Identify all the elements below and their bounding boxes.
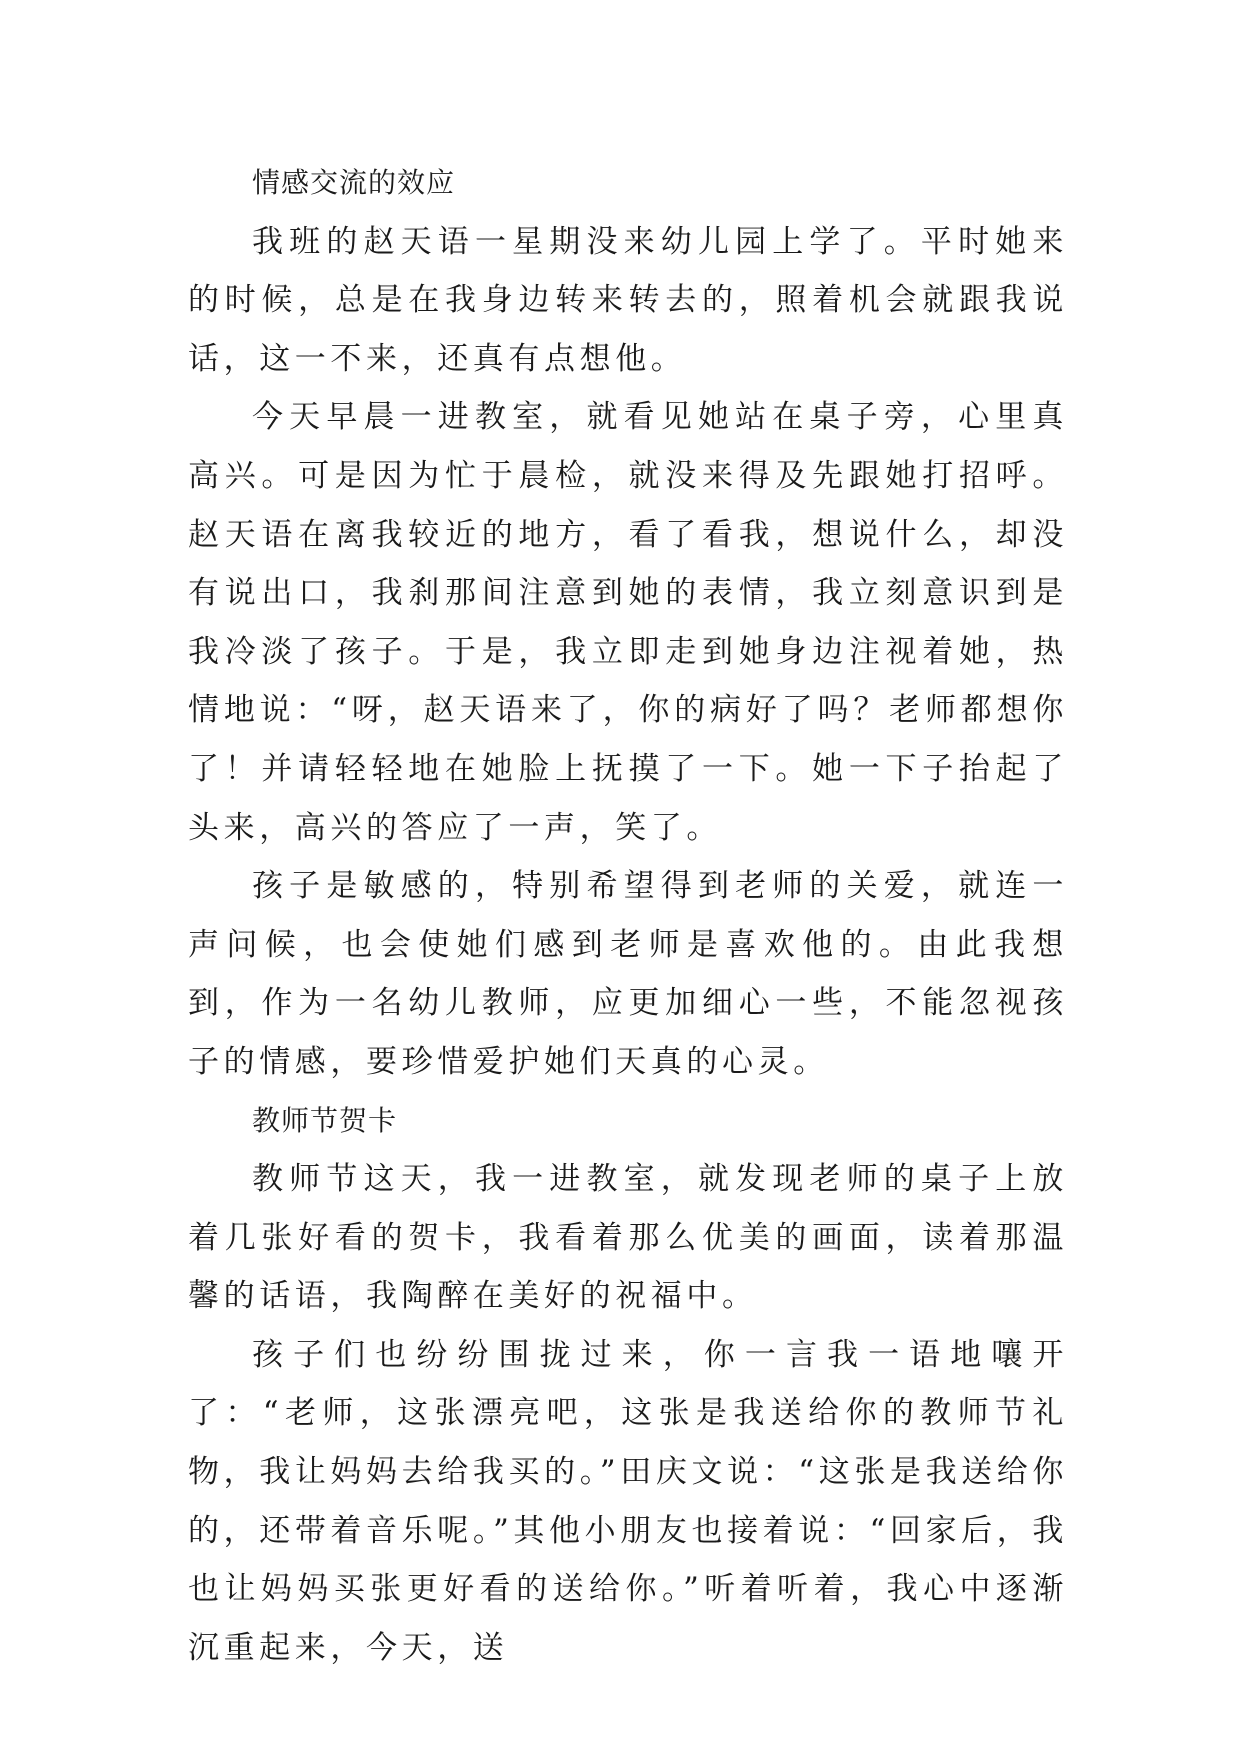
section-heading-emotional-exchange: 情感交流的效应 — [252, 166, 456, 199]
paragraph: 孩子是敏感的，特别希望得到老师的关爱，就连一声问候，也会使她们感到老师是喜欢他的。由此我想到，作为一名幼儿教师，应更加细心一些，不能忽视孩子的情感，要珍惜爱护她们天真的心灵。 — [188, 868, 1068, 1080]
paragraph: 孩子们也纷纷围拢过来，你一言我一语地嚷开了：“老师，这张漂亮吧，这张是我送给你的教师节礼物，我让妈妈去给我买的。”田庆文说：“这张是我送给你的，还带着音乐呢。”其他小朋友也接着说：“回家后，我也让妈妈买张更好看的送给你。”听着听着，我心中逐渐沉重起来，今天，送 — [188, 1336, 1068, 1666]
paragraph: 我班的赵天语一星期没来幼儿园上学了。平时她来的时候，总是在我身边转来转去的，照着机会就跟我说话，这一不来，还真有点想他。 — [188, 223, 1068, 377]
section-heading-teachers-day-card: 教师节贺卡 — [252, 1103, 398, 1137]
paragraph: 今天早晨一进教室，就看见她站在桌子旁，心里真高兴。可是因为忙于晨检，就没来得及先跟她打招呼。赵天语在离我较近的地方，看了看我，想说什么，却没有说出口，我刹那间注意到她的表情，我立刻意识到是我冷淡了孩子。于是，我立即走到她身边注视着她，热情地说：“呀，赵天语来了，你的病好了吗？老师都想你了！并请轻轻地在她脸上抚摸了一下。她一下子抬起了头来，高兴的答应了一声，笑了。 — [188, 399, 1068, 846]
paragraph: 教师节这天，我一进教室，就发现老师的桌子上放着几张好看的贺卡，我看着那么优美的画面，读着那温馨的话语，我陶醉在美好的祝福中。 — [188, 1161, 1068, 1315]
document-body — [188, 154, 1068, 1677]
